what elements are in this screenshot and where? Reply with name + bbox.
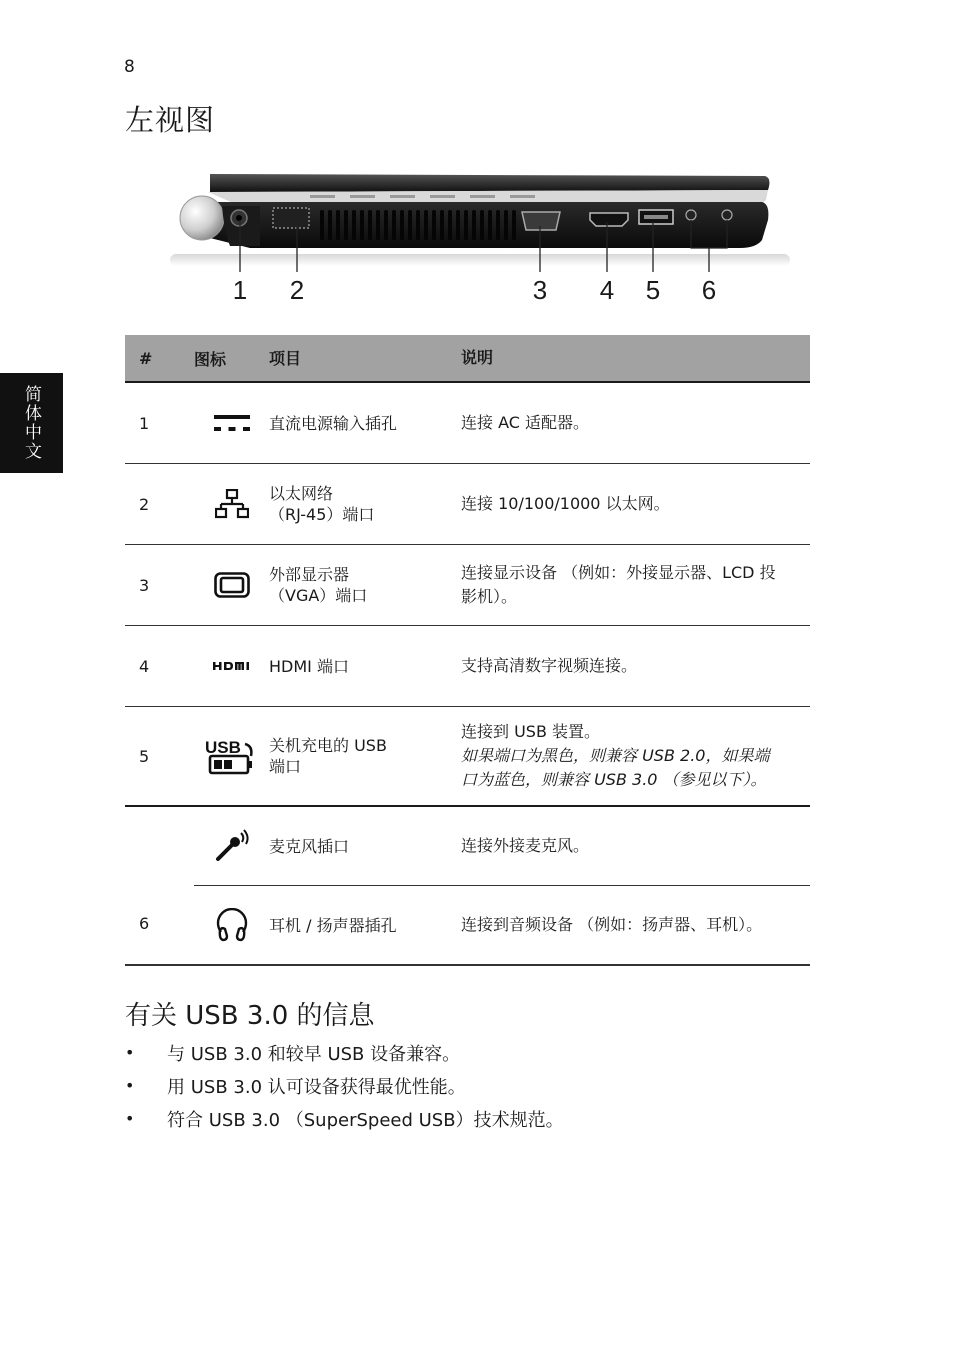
table-row (125, 707, 810, 807)
list-item-text: 符合 USB 3.0 （SuperSpeed USB）技术规范。 (167, 1109, 564, 1131)
row-desc-line1: 连接显示设备 （例如：外接显示器、LCD 投 (461, 563, 776, 582)
row-desc: 连接外接麦克风。 (461, 806, 810, 886)
microphone-icon (214, 829, 250, 863)
row-item: HDMI 端口 (269, 626, 461, 707)
table-row (125, 806, 810, 886)
ports-table (125, 335, 810, 966)
table-row (125, 545, 810, 626)
row-item-line1: 关机充电的 USB (269, 736, 387, 755)
row-item-line1: 以太网络 (269, 484, 334, 503)
row-desc: 支持高清数字视频连接。 (461, 626, 810, 707)
page-number: 8 (124, 57, 135, 77)
table-row (125, 464, 810, 545)
header-icon: 图标 (194, 335, 269, 382)
header-item: 项目 (269, 335, 461, 382)
usb-color-note-line1: 如果端口为黑色，则兼容 USB 2.0，如果端 (461, 746, 770, 765)
row-num: 3 (125, 545, 194, 626)
callout-1: 1 (232, 275, 248, 305)
side-tab-label: 简体中文 (21, 385, 41, 461)
table-bottom-rule (125, 965, 810, 966)
list-item-text: 与 USB 3.0 和较早 USB 设备兼容。 (167, 1043, 461, 1065)
row-item-line2: 端口 (269, 757, 302, 776)
usb-color-note-line2: 口为蓝色，则兼容 USB 3.0 （参见以下）。 (461, 770, 767, 789)
bullet: • (125, 1076, 135, 1095)
svg-text:USB: USB (204, 738, 241, 757)
table-header-row (125, 335, 810, 382)
row-item: 麦克风插口 (269, 806, 461, 886)
list-item (125, 1036, 564, 1069)
language-side-tab (0, 373, 63, 473)
row-item-line2: （RJ-45）端口 (269, 505, 375, 524)
row-num: 2 (125, 464, 194, 545)
table-row (125, 886, 810, 965)
bullet: • (125, 1109, 135, 1128)
usb-info-title: 有关 USB 3.0 的信息 (125, 1001, 375, 1031)
list-item (125, 1102, 564, 1135)
row-item: 直流电源输入插孔 (269, 382, 461, 464)
row-num: 6 (139, 914, 150, 933)
vga-icon (214, 572, 250, 598)
section-title: 左视图 (125, 103, 216, 137)
row-desc: 连接到 USB 装置。 (461, 722, 601, 741)
list-item (125, 1069, 564, 1102)
row-item-line2: （VGA）端口 (269, 586, 368, 605)
usb-info-list (125, 1036, 564, 1135)
row-num: 1 (125, 382, 194, 464)
headphone-icon (216, 908, 248, 942)
row-desc: 连接到音频设备 （例如：扬声器、耳机）。 (461, 886, 810, 965)
row-desc-line2: 影机）。 (461, 587, 518, 606)
row-desc: 连接 AC 适配器。 (461, 382, 810, 464)
table-row (125, 626, 810, 707)
callout-5: 5 (645, 275, 661, 305)
dc-power-icon (214, 412, 250, 434)
ethernet-icon (215, 489, 249, 519)
row-item-line1: 外部显示器 (269, 565, 350, 584)
row-num: 4 (125, 626, 194, 707)
row-num: 5 (125, 707, 194, 807)
table-row (125, 382, 810, 464)
hdmi-icon (213, 660, 251, 672)
callout-6: 6 (701, 275, 717, 305)
callout-3: 3 (532, 275, 548, 305)
bullet: • (125, 1043, 135, 1062)
header-num: # (125, 335, 194, 382)
usb-charge-icon (205, 736, 259, 776)
header-desc: 说明 (461, 335, 810, 382)
row-desc: 连接 10/100/1000 以太网。 (461, 464, 810, 545)
callout-2: 2 (289, 275, 305, 305)
callout-4: 4 (599, 275, 615, 305)
list-item-text: 用 USB 3.0 认可设备获得最优性能。 (167, 1076, 466, 1098)
row-item: 耳机 / 扬声器插孔 (269, 886, 461, 965)
